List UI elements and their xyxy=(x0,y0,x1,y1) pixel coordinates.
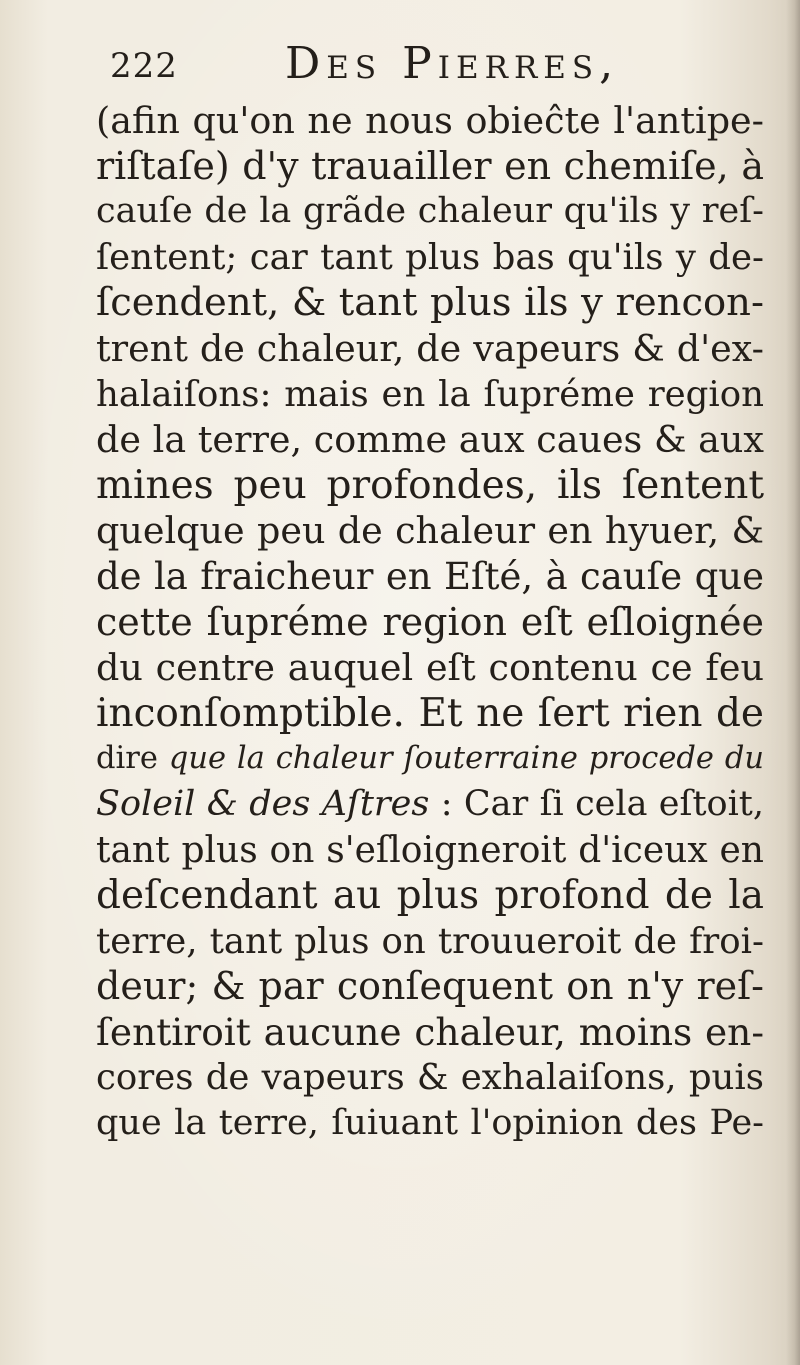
text-line: que la terre, ſuiuant l'opinion des Pe- xyxy=(96,1103,764,1144)
text-line: du centre auquel eſt contenu ce feu xyxy=(96,646,764,690)
text-line: halaiſons: mais en la ſupréme region xyxy=(96,373,764,415)
text-line: cores de vapeurs & exhalaiſons, puis xyxy=(96,1057,764,1099)
text-line: (afin qu'on ne nous obieĉte l'antipe- xyxy=(96,99,764,142)
text-line: ſentiroit aucune chaleur, moins en- xyxy=(96,1009,764,1054)
text-italic-quote: que la chaleur ſouterraine procede du xyxy=(168,741,764,777)
text-line-mixed xyxy=(96,782,764,828)
page-number: 222 xyxy=(110,46,178,86)
text-line: mines peu profondes, ils ſentent xyxy=(96,462,764,508)
text-line: cette ſupréme region eſt eſloignée xyxy=(96,599,764,644)
text-line: deſcendant au plus profond de la xyxy=(96,873,764,919)
running-header xyxy=(80,38,760,94)
text-line: terre, tant plus on trouueroit de froi- xyxy=(96,920,764,962)
text-line: tant plus on s'eſloigneroit d'iceux en xyxy=(96,829,764,871)
text-line: riſtaſe) d'y trauailler en chemiſe, à xyxy=(96,143,764,188)
running-title: Des Pierres, xyxy=(285,38,620,89)
text-line: quelque peu de chaleur en hyuer, & xyxy=(96,509,764,553)
text-roman: : Car ſi cela eſtoit, xyxy=(429,783,764,824)
text-line: ſentent; car tant plus bas qu'ils y de- xyxy=(96,236,764,278)
text-line: cauſe de la grãde chaleur qu'ils y reſ- xyxy=(96,191,764,232)
text-italic-quote: Soleil & des Aſtres xyxy=(96,783,430,824)
text-line: ſcendent, & tant plus ils y rencon- xyxy=(96,280,764,326)
text-line: deur; & par conſequent on n'y reſ- xyxy=(96,964,764,1009)
text-line: inconſomptible. Et ne ſert rien de xyxy=(96,690,764,736)
body-text xyxy=(96,98,764,1147)
text-line: trent de chaleur, de vapeurs & d'ex- xyxy=(96,326,764,370)
text-line: de la fraicheur en Eſté, à cauſe que xyxy=(96,554,764,598)
text-line-mixed xyxy=(96,736,764,782)
text-roman: dire xyxy=(96,741,169,777)
page-edge-shadow xyxy=(786,0,800,1365)
text-line: de la terre, comme aux caues & aux xyxy=(96,418,764,462)
